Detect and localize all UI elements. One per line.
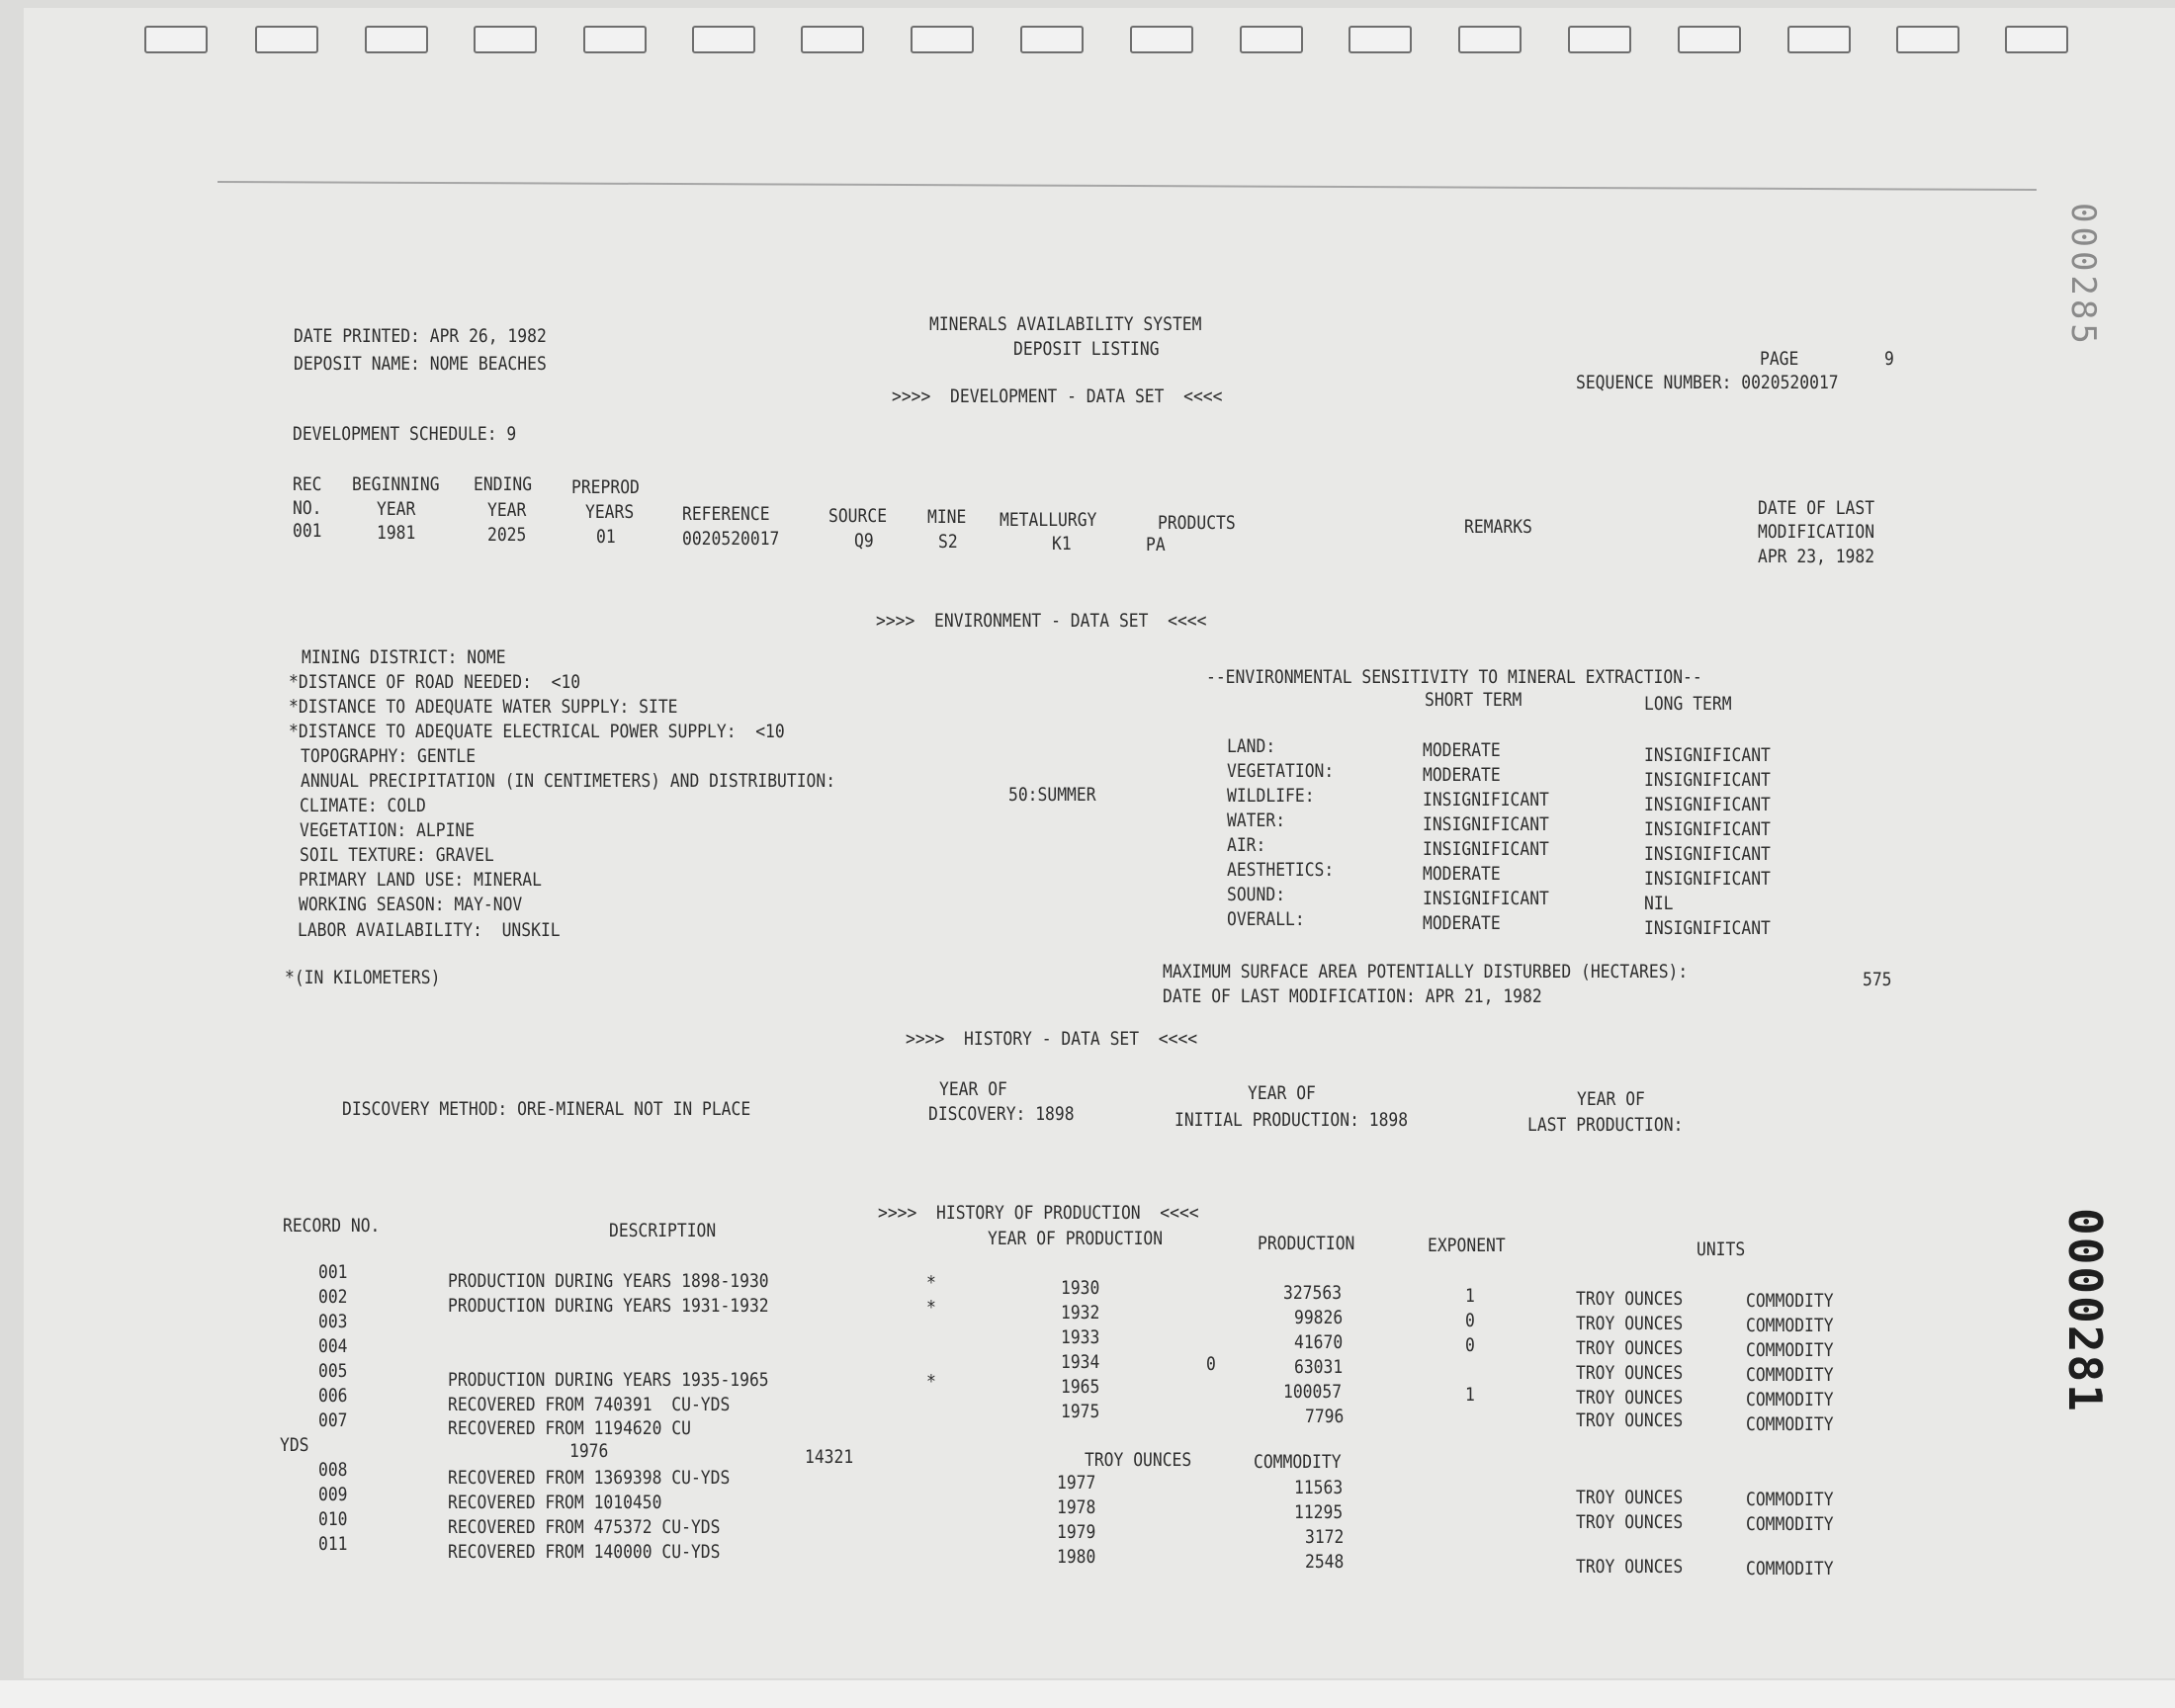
prod-star: * <box>926 1371 936 1393</box>
col-rec-no: NO. <box>293 497 322 519</box>
prod-commodity: COMMODITY <box>1746 1290 1834 1312</box>
listing-title: DEPOSIT LISTING <box>1013 338 1160 360</box>
page-edge <box>0 1680 2175 1708</box>
prod-record-no: 008 <box>318 1459 348 1481</box>
prod-year: 1980 <box>1057 1546 1096 1568</box>
prod-unit: TROY OUNCES <box>1576 1337 1684 1359</box>
top-frame-stamp: 000285 <box>2063 203 2103 348</box>
sensitivity-long: INSIGNIFICANT <box>1644 818 1771 840</box>
prod-commodity: COMMODITY <box>1746 1489 1834 1510</box>
prod-description: RECOVERED FROM 1369398 CU-YDS <box>448 1467 731 1489</box>
col-source: SOURCE <box>828 505 888 527</box>
prod-unit: TROY OUNCES <box>1576 1556 1684 1578</box>
sensitivity-factor: VEGETATION: <box>1227 760 1335 782</box>
feed-hole <box>1896 26 1959 53</box>
wrapped-commodity: COMMODITY <box>1254 1451 1342 1473</box>
feed-hole <box>255 26 318 53</box>
max-surface-area-value: 575 <box>1863 969 1892 990</box>
prod-exponent: 0 <box>1465 1334 1475 1356</box>
dev-source: Q9 <box>854 530 874 552</box>
discovery-method: DISCOVERY METHOD: ORE-MINERAL NOT IN PLACE <box>342 1098 751 1120</box>
dev-mine: S2 <box>938 531 958 553</box>
feed-hole <box>801 26 864 53</box>
sensitivity-factor: OVERALL: <box>1227 908 1305 930</box>
dev-metallurgy: K1 <box>1052 533 1072 555</box>
col-rec: REC <box>293 473 322 495</box>
deposit-name: DEPOSIT NAME: NOME BEACHES <box>294 353 547 375</box>
history-section-title: >>>> HISTORY - DATA SET <<<< <box>906 1028 1198 1050</box>
dev-rec: 001 <box>293 520 322 542</box>
feed-hole <box>1348 26 1412 53</box>
precipitation-value: 50:SUMMER <box>1008 784 1096 806</box>
prod-amount: 2548 <box>1305 1551 1345 1573</box>
prod-description: PRODUCTION DURING YEARS 1931-1932 <box>448 1295 769 1317</box>
prod-exponent: 1 <box>1465 1384 1475 1406</box>
env-line: LABOR AVAILABILITY: UNSKIL <box>298 919 561 941</box>
prod-unit: TROY OUNCES <box>1576 1409 1684 1431</box>
year-of-last-label: YEAR OF <box>1577 1088 1645 1110</box>
col-preprod-years: YEARS <box>585 501 635 523</box>
prod-commodity: COMMODITY <box>1746 1315 1834 1336</box>
development-section-title: >>>> DEVELOPMENT - DATA SET <<<< <box>892 385 1223 407</box>
col-products: PRODUCTS <box>1158 512 1236 534</box>
prod-commodity: COMMODITY <box>1746 1558 1834 1580</box>
stray-zero: 0 <box>1206 1353 1216 1375</box>
sensitivity-title: --ENVIRONMENTAL SENSITIVITY TO MINERAL EXTRACTION-- <box>1206 666 1702 688</box>
prod-unit: TROY OUNCES <box>1576 1511 1684 1533</box>
prod-record-no: 010 <box>318 1508 348 1530</box>
initial-production: INITIAL PRODUCTION: 1898 <box>1174 1109 1409 1131</box>
prod-amount: 100057 <box>1283 1381 1343 1403</box>
sensitivity-factor: AIR: <box>1227 834 1266 856</box>
feed-hole <box>1678 26 1741 53</box>
sensitivity-short: MODERATE <box>1423 764 1501 786</box>
sensitivity-factor: WATER: <box>1227 810 1286 831</box>
page-label: PAGE <box>1760 348 1799 370</box>
date-printed: DATE PRINTED: APR 26, 1982 <box>294 325 547 347</box>
feed-hole <box>692 26 755 53</box>
prod-exponent: 0 <box>1465 1310 1475 1331</box>
discovery-year: DISCOVERY: 1898 <box>928 1103 1075 1125</box>
prod-exponent: 1 <box>1465 1285 1475 1307</box>
sensitivity-long: INSIGNIFICANT <box>1644 917 1771 939</box>
col-ending-year: YEAR <box>487 499 527 521</box>
env-line: WORKING SEASON: MAY-NOV <box>299 894 523 915</box>
prod-description: RECOVERED FROM 1194620 CU <box>448 1417 691 1439</box>
feed-hole <box>1020 26 1084 53</box>
feed-hole <box>474 26 537 53</box>
prod-amount: 327563 <box>1283 1282 1343 1304</box>
col-production: PRODUCTION <box>1258 1233 1355 1254</box>
prod-star: * <box>926 1297 936 1319</box>
env-line: MINING DISTRICT: NOME <box>302 646 506 668</box>
environment-section-title: >>>> ENVIRONMENT - DATA SET <<<< <box>876 610 1207 632</box>
feed-hole <box>911 26 974 53</box>
prod-year: 1934 <box>1061 1351 1100 1373</box>
col-description: DESCRIPTION <box>609 1220 717 1241</box>
prod-year: 1978 <box>1057 1496 1096 1518</box>
prod-record-no: 003 <box>318 1311 348 1332</box>
environment-date-modified: DATE OF LAST MODIFICATION: APR 21, 1982 <box>1163 985 1542 1007</box>
prod-unit: TROY OUNCES <box>1576 1288 1684 1310</box>
dev-end-year: 2025 <box>487 524 527 546</box>
prod-amount: 63031 <box>1294 1356 1344 1378</box>
col-beginning: BEGINNING <box>352 473 440 495</box>
dev-preprod-years: 01 <box>596 526 616 548</box>
prod-amount: 3172 <box>1305 1526 1345 1548</box>
sensitivity-long: INSIGNIFICANT <box>1644 769 1771 791</box>
max-surface-area: MAXIMUM SURFACE AREA POTENTIALLY DISTURBED (HECTARES): <box>1163 961 1689 982</box>
system-title: MINERALS AVAILABILITY SYSTEM <box>929 313 1202 335</box>
prod-commodity: COMMODITY <box>1746 1364 1834 1386</box>
prod-star: * <box>926 1272 936 1294</box>
env-line: *DISTANCE TO ADEQUATE WATER SUPPLY: SITE <box>289 696 678 718</box>
prod-unit: TROY OUNCES <box>1576 1487 1684 1508</box>
prod-record-no: 009 <box>318 1484 348 1505</box>
sensitivity-factor: SOUND: <box>1227 884 1286 905</box>
col-remarks: REMARKS <box>1464 516 1532 538</box>
year-of-initial-label: YEAR OF <box>1248 1082 1316 1104</box>
feed-hole <box>1787 26 1851 53</box>
sensitivity-long: NIL <box>1644 893 1674 914</box>
feed-hole <box>365 26 428 53</box>
short-term-label: SHORT TERM <box>1425 689 1522 711</box>
side-frame-number: 0000281 <box>2058 1208 2112 1413</box>
sensitivity-short: MODERATE <box>1423 863 1501 885</box>
wrapped-yds: YDS <box>280 1434 309 1456</box>
prod-amount: 7796 <box>1305 1406 1345 1427</box>
sensitivity-long: INSIGNIFICANT <box>1644 744 1771 766</box>
wrapped-unit: TROY OUNCES <box>1085 1449 1192 1471</box>
col-mine: MINE <box>927 506 967 528</box>
prod-year: 1965 <box>1061 1376 1100 1398</box>
dev-products: PA <box>1146 534 1166 555</box>
prod-amount: 99826 <box>1294 1307 1344 1328</box>
prod-commodity: COMMODITY <box>1746 1513 1834 1535</box>
wrapped-production: 14321 <box>805 1446 854 1468</box>
feed-hole <box>1240 26 1303 53</box>
env-line: *DISTANCE TO ADEQUATE ELECTRICAL POWER SUPPLY: <10 <box>289 721 785 742</box>
col-metallurgy: METALLURGY <box>1000 509 1097 531</box>
feed-hole <box>1568 26 1631 53</box>
env-line: CLIMATE: COLD <box>300 795 426 816</box>
prod-unit: TROY OUNCES <box>1576 1387 1684 1409</box>
env-line: ANNUAL PRECIPITATION (IN CENTIMETERS) AND DISTRIBUTION: <box>301 770 836 792</box>
kilometers-note: *(IN KILOMETERS) <box>285 967 441 988</box>
env-line: *DISTANCE OF ROAD NEEDED: <10 <box>289 671 581 693</box>
feed-hole <box>1130 26 1193 53</box>
sensitivity-factor: AESTHETICS: <box>1227 859 1335 881</box>
prod-year: 1932 <box>1061 1302 1100 1324</box>
prod-record-no: 002 <box>318 1286 348 1308</box>
dev-reference: 0020520017 <box>682 528 780 550</box>
sensitivity-short: INSIGNIFICANT <box>1423 838 1549 860</box>
prod-description: RECOVERED FROM 1010450 <box>448 1492 662 1513</box>
env-line: SOIL TEXTURE: GRAVEL <box>300 844 494 866</box>
dev-begin-year: 1981 <box>377 522 416 544</box>
prod-unit: TROY OUNCES <box>1576 1313 1684 1334</box>
env-line: PRIMARY LAND USE: MINERAL <box>299 869 542 891</box>
sensitivity-long: INSIGNIFICANT <box>1644 843 1771 865</box>
col-record-no: RECORD NO. <box>283 1215 381 1237</box>
sensitivity-short: INSIGNIFICANT <box>1423 813 1549 835</box>
prod-record-no: 001 <box>318 1261 348 1283</box>
col-exponent: EXPONENT <box>1428 1235 1506 1256</box>
feed-hole <box>2005 26 2068 53</box>
col-modification: MODIFICATION <box>1758 521 1875 543</box>
sensitivity-short: MODERATE <box>1423 912 1501 934</box>
prod-commodity: COMMODITY <box>1746 1413 1834 1435</box>
feed-hole <box>144 26 208 53</box>
prod-year: 1977 <box>1057 1472 1096 1494</box>
prod-record-no: 011 <box>318 1533 348 1555</box>
env-line: TOPOGRAPHY: GENTLE <box>301 745 477 767</box>
development-schedule: DEVELOPMENT SCHEDULE: 9 <box>293 423 517 445</box>
sensitivity-short: INSIGNIFICANT <box>1423 789 1549 811</box>
sensitivity-long: INSIGNIFICANT <box>1644 868 1771 890</box>
prod-description: PRODUCTION DURING YEARS 1898-1930 <box>448 1270 769 1292</box>
prod-record-no: 005 <box>318 1360 348 1382</box>
prod-year: 1979 <box>1057 1521 1096 1543</box>
env-line: VEGETATION: ALPINE <box>300 819 476 841</box>
dev-date-modified: APR 23, 1982 <box>1758 546 1875 567</box>
feed-hole <box>1458 26 1522 53</box>
prod-amount: 41670 <box>1294 1331 1344 1353</box>
prod-unit: TROY OUNCES <box>1576 1362 1684 1384</box>
sensitivity-factor: LAND: <box>1227 735 1276 757</box>
feed-hole <box>583 26 647 53</box>
prod-amount: 11295 <box>1294 1501 1344 1523</box>
prod-description: RECOVERED FROM 740391 CU-YDS <box>448 1394 731 1415</box>
col-ending: ENDING <box>474 473 533 495</box>
col-beginning-year: YEAR <box>377 498 416 520</box>
production-section-title: >>>> HISTORY OF PRODUCTION <<<< <box>878 1202 1199 1224</box>
prod-description: RECOVERED FROM 475372 CU-YDS <box>448 1516 721 1538</box>
sensitivity-long: INSIGNIFICANT <box>1644 794 1771 815</box>
col-preprod: PREPROD <box>571 476 640 498</box>
col-reference: REFERENCE <box>682 503 770 525</box>
prod-year: 1933 <box>1061 1326 1100 1348</box>
prod-record-no: 004 <box>318 1335 348 1357</box>
sensitivity-short: MODERATE <box>1423 739 1501 761</box>
prod-year: 1930 <box>1061 1277 1100 1299</box>
prod-year: 1975 <box>1061 1401 1100 1422</box>
prod-commodity: COMMODITY <box>1746 1339 1834 1361</box>
sensitivity-factor: WILDLIFE: <box>1227 785 1315 807</box>
sequence-number: SEQUENCE NUMBER: 0020520017 <box>1576 372 1839 393</box>
col-units: UNITS <box>1696 1238 1746 1260</box>
col-year-of-production: YEAR OF PRODUCTION <box>988 1228 1164 1249</box>
sensitivity-short: INSIGNIFICANT <box>1423 888 1549 909</box>
prod-description: PRODUCTION DURING YEARS 1935-1965 <box>448 1369 769 1391</box>
year-of-discovery-label: YEAR OF <box>939 1078 1007 1100</box>
prod-record-no: 007 <box>318 1409 348 1431</box>
wrapped-year: 1976 <box>569 1440 609 1462</box>
last-production: LAST PRODUCTION: <box>1527 1114 1684 1136</box>
prod-amount: 11563 <box>1294 1477 1344 1498</box>
page-number: 9 <box>1884 348 1894 370</box>
col-date-last: DATE OF LAST <box>1758 497 1875 519</box>
prod-description: RECOVERED FROM 140000 CU-YDS <box>448 1541 721 1563</box>
long-term-label: LONG TERM <box>1644 693 1732 715</box>
prod-commodity: COMMODITY <box>1746 1389 1834 1410</box>
prod-record-no: 006 <box>318 1385 348 1407</box>
